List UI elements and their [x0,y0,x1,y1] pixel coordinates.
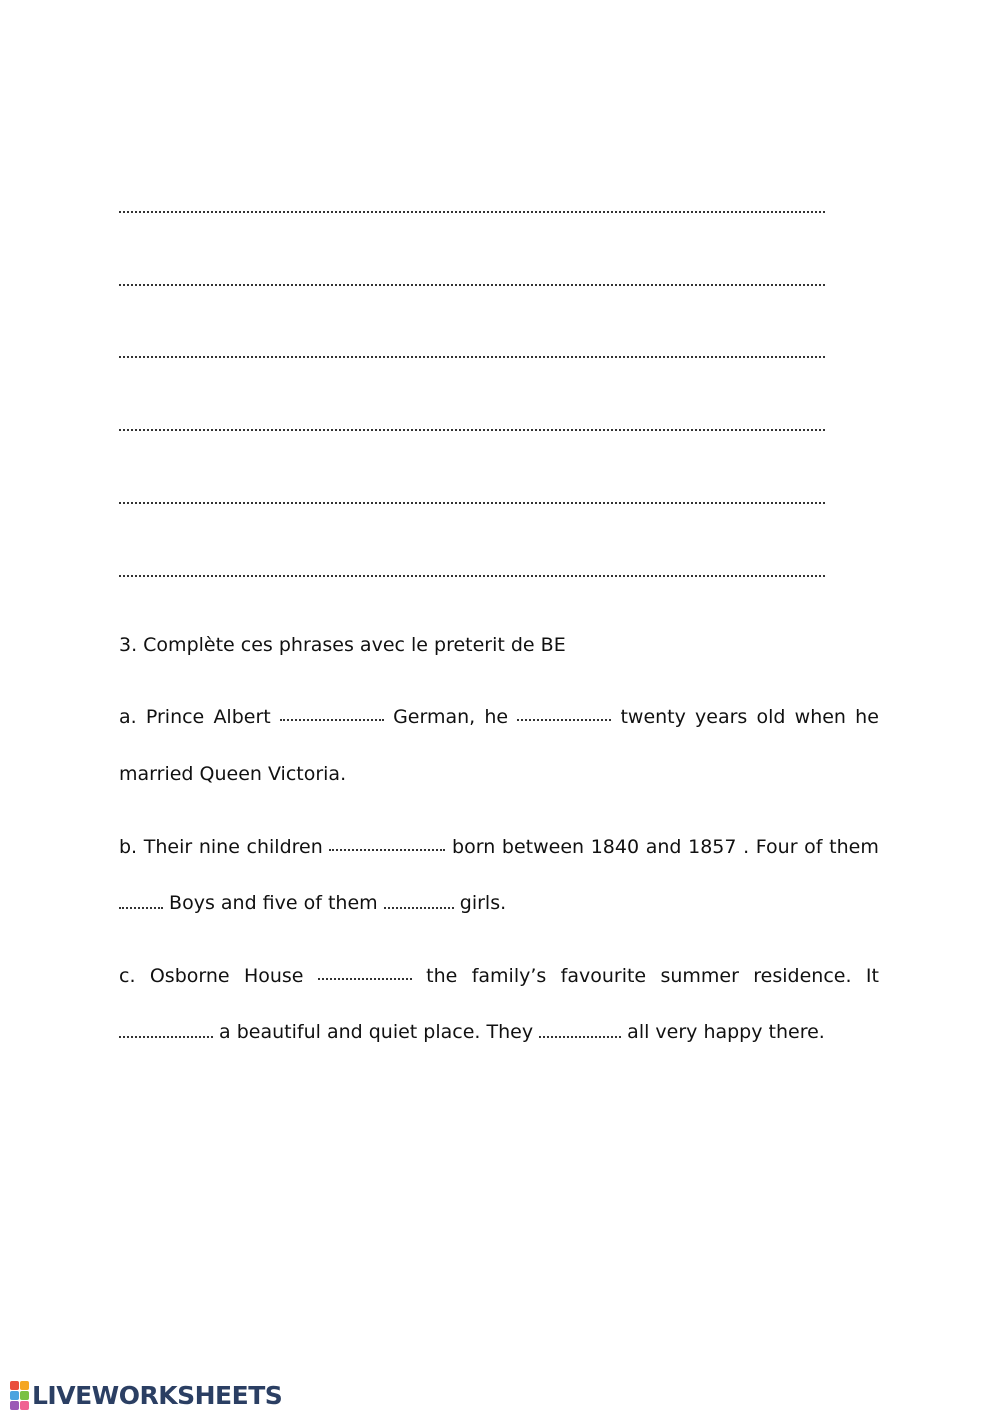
blank-b2[interactable] [119,893,163,909]
logo-block [20,1401,29,1410]
word: children [246,836,323,858]
word: he [484,706,509,728]
blank-c3[interactable] [539,1022,621,1038]
blank-b1[interactable] [329,835,445,851]
word: when [794,706,846,728]
word: Osborne [149,965,230,987]
word: between [501,836,585,858]
blank-c1[interactable] [318,964,412,980]
sentence-a-line-2: married Queen Victoria. [119,763,347,785]
word: b. [119,836,138,858]
logo-block [10,1401,19,1410]
blank-a1[interactable] [280,705,384,721]
logo-block [10,1381,19,1390]
blank-c2[interactable] [119,1022,213,1038]
blank-a2[interactable] [517,705,611,721]
word: 1857 [688,836,737,858]
answer-line-4[interactable] [119,429,825,431]
sentence-c-line-2 [119,1020,825,1044]
logo-block [20,1391,29,1400]
word: the [426,965,458,987]
word: 1840 [590,836,640,858]
exercise-heading: 3. Complète ces phrases avec le preterit de BE [119,634,566,656]
word: Their [143,836,193,858]
word: It [865,965,879,987]
word: years [695,706,748,728]
answer-line-6[interactable] [119,575,825,577]
answer-line-2[interactable] [119,284,825,286]
word: summer [660,965,739,987]
word: a. [119,706,137,728]
word: twenty [620,706,686,728]
liveworksheets-logo[interactable] [10,1380,282,1410]
blank-b3[interactable] [384,893,454,909]
logo-block [20,1381,29,1390]
word: c. [119,965,136,987]
word: family’s [471,965,547,987]
word: Prince [145,706,205,728]
sentence-b-line-2 [119,891,506,915]
logo-block [10,1391,19,1400]
sentence-c-line-1 [119,964,879,988]
word: residence. [753,965,852,987]
word: nine [198,836,240,858]
word: of [804,836,823,858]
sentence-c-part: a beautiful and quiet place. They [219,1021,534,1043]
sentence-b-part: Boys and five of them [169,892,378,914]
logo-blocks-icon [10,1381,29,1410]
word: old [756,706,786,728]
answer-line-3[interactable] [119,356,825,358]
word: favourite [560,965,647,987]
answer-line-1[interactable] [119,211,825,213]
word: he [855,706,879,728]
word: German, [393,706,476,728]
sentence-b-part: girls. [459,892,507,914]
word: them [829,836,879,858]
logo-text: LIVEWORKSHEETS [32,1380,283,1410]
word: born [452,836,496,858]
word: House [243,965,304,987]
answer-line-5[interactable] [119,502,825,504]
sentence-b-line-1 [119,835,879,859]
sentence-a-line-1 [119,705,879,729]
word: Albert [213,706,271,728]
word: . [743,836,750,858]
word: and [645,836,682,858]
word: Four [755,836,798,858]
sentence-c-part: all very happy there. [627,1021,825,1043]
